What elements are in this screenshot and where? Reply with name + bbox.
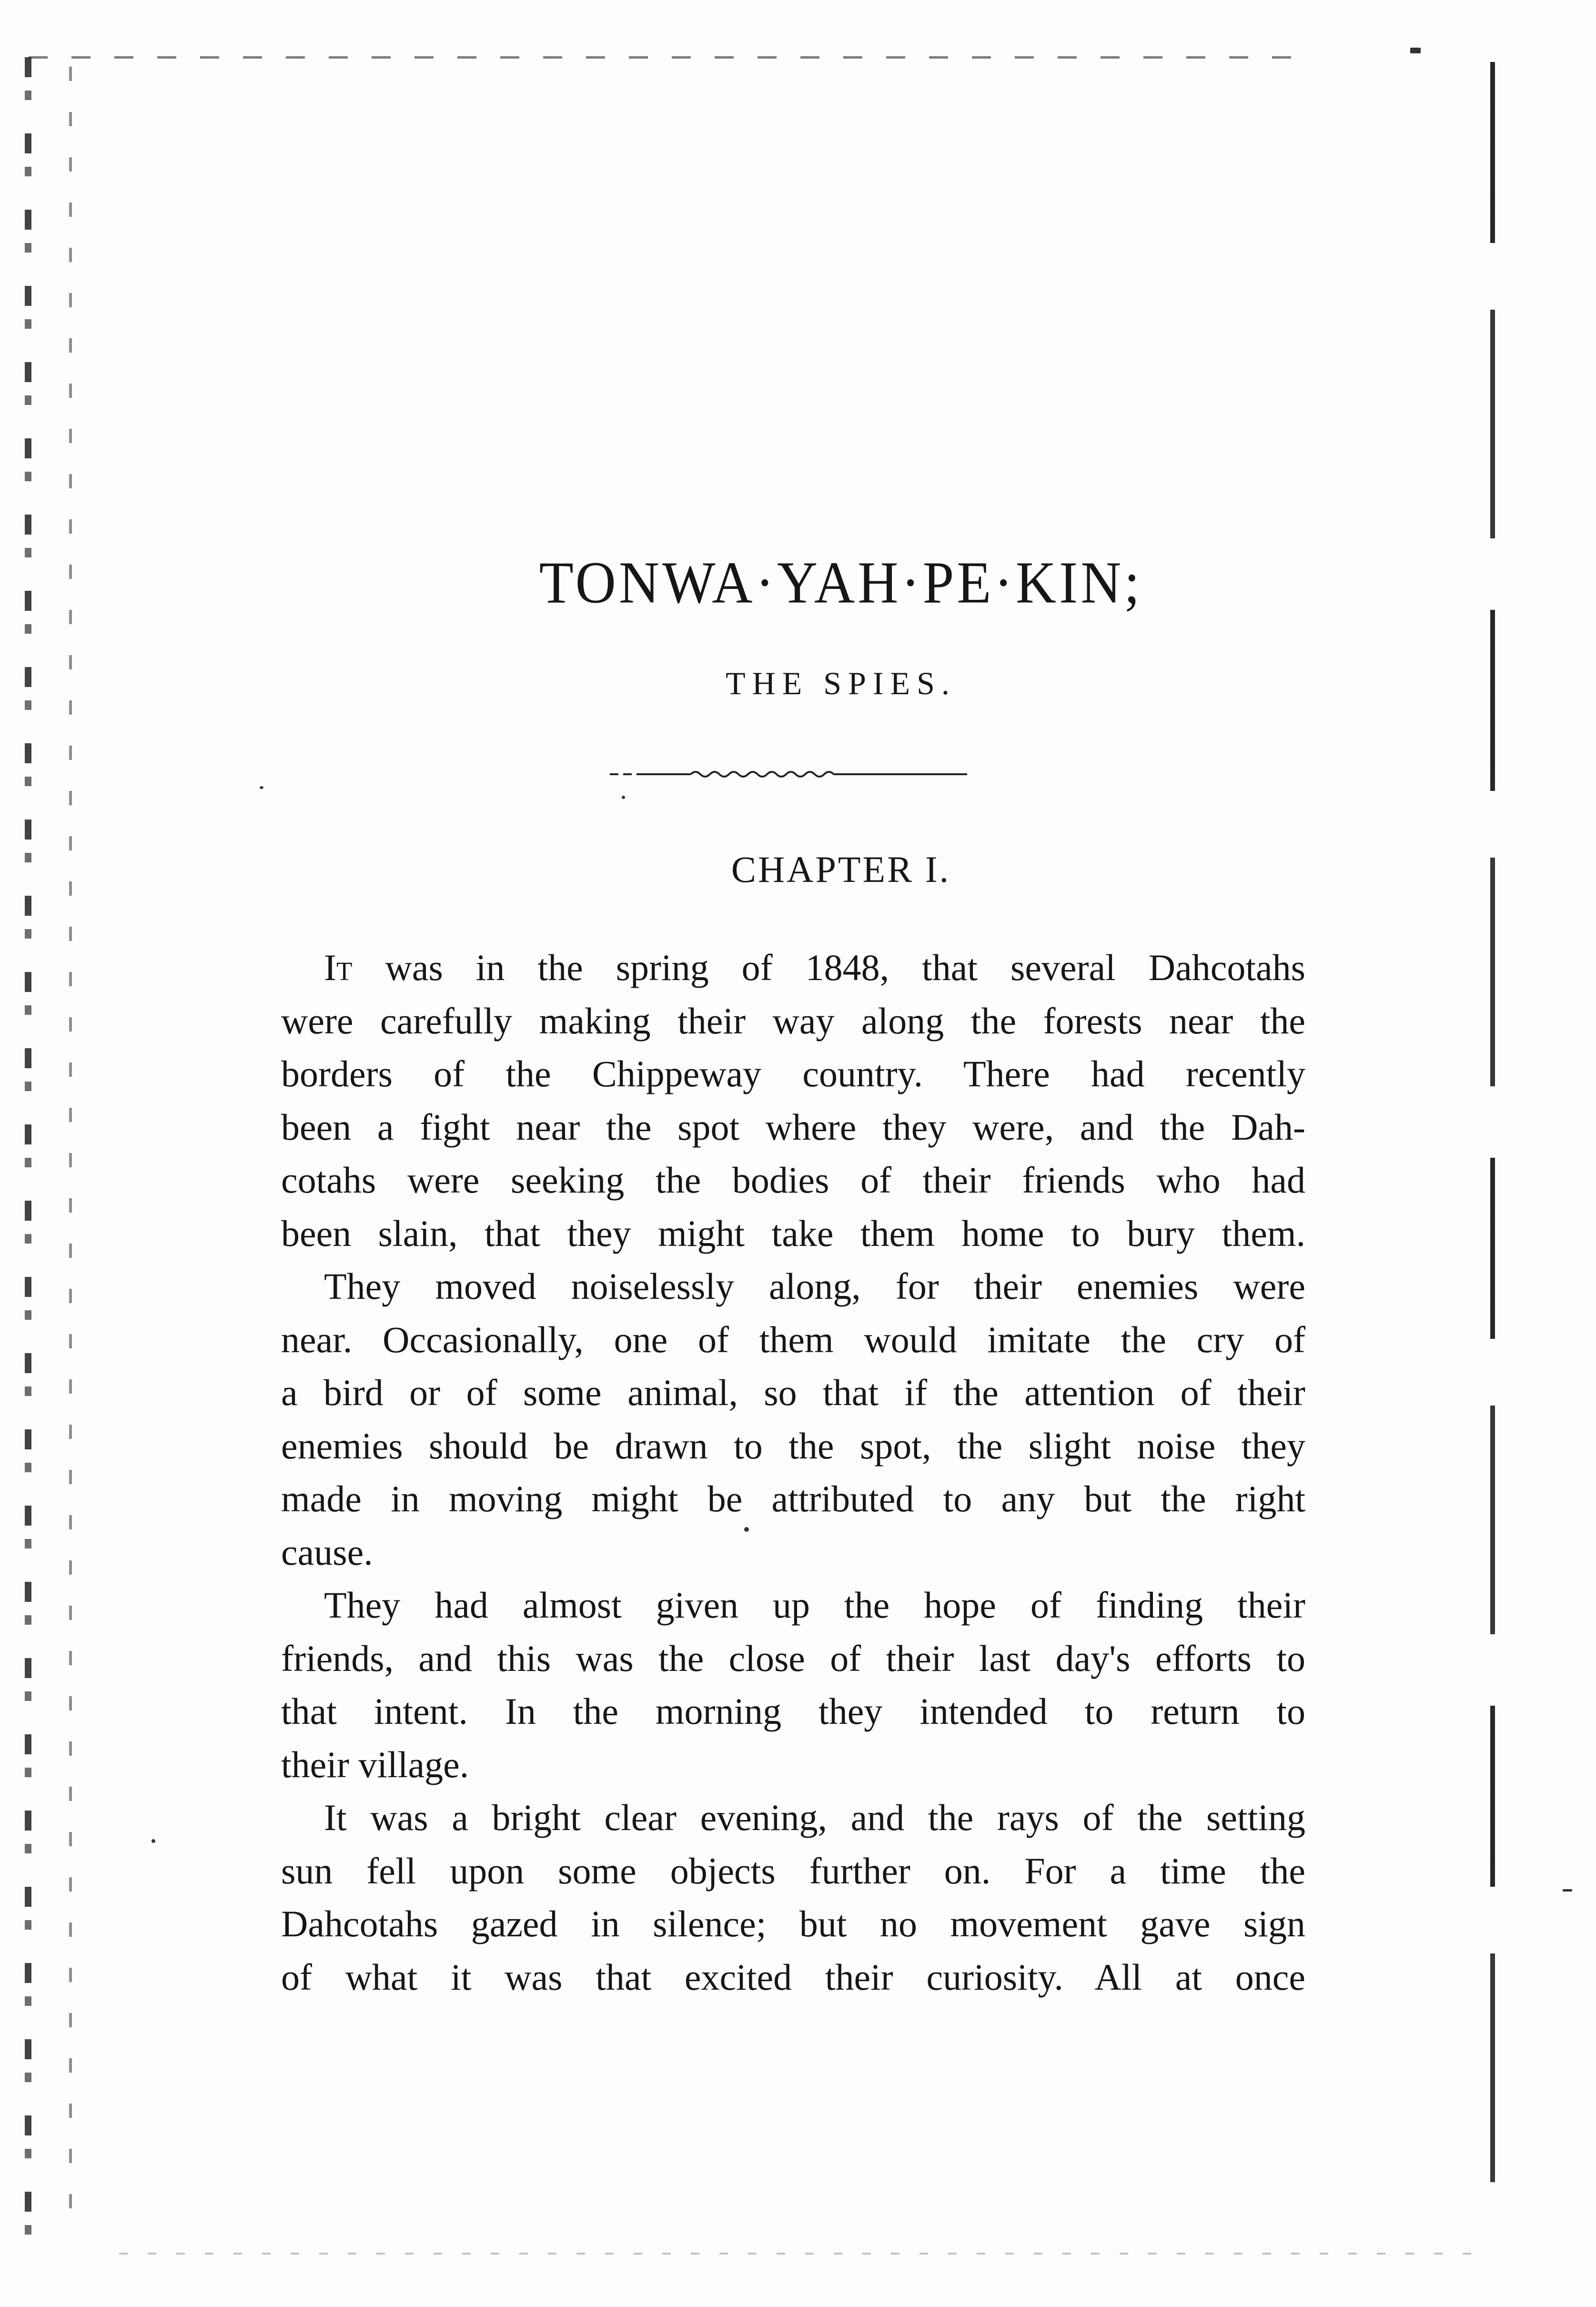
book-title: TONWA·YAH·PE·KIN;: [539, 549, 1143, 616]
scan-edge-bottom: [119, 2253, 1477, 2255]
text-line: Dahcotahs gazed in silence; but no movement gave sign: [281, 1903, 1305, 1944]
text-line: They moved noiselessly along, for their enemies were: [324, 1265, 1305, 1307]
text-line: borders of the Chippeway country. There had recently: [281, 1053, 1305, 1094]
scan-speck: [1563, 1889, 1572, 1892]
text-line: They had almost given up the hope of finding their: [324, 1584, 1305, 1626]
text-line: a bird or of some animal, so that if the attention of their: [281, 1372, 1305, 1413]
scan-speck: [744, 1527, 749, 1532]
paragraph-4: [281, 1791, 1305, 2003]
text-line: of what it was that excited their curiosity. All at once: [281, 1956, 1305, 1998]
text-line: enemies should be drawn to the spot, the slight noise they: [281, 1425, 1305, 1467]
text-line: cotahs were seeking the bodies of their friends who had: [281, 1159, 1305, 1201]
text-line: sun fell upon some objects further on. For a time the: [281, 1850, 1305, 1892]
scan-speck: [622, 796, 625, 799]
paragraph-3: [281, 1578, 1305, 1791]
paragraph-1: [281, 941, 1305, 1260]
chapter-heading: CHAPTER I.: [731, 849, 951, 890]
scan-speck: [1410, 48, 1421, 53]
scan-speck: [152, 1839, 155, 1843]
paragraph-2: [281, 1260, 1305, 1578]
text-line: their village.: [281, 1743, 469, 1785]
text-line: been slain, that they might take them home to bury them.: [281, 1212, 1305, 1254]
text-line: It was a bright clear evening, and the rays of the setting: [324, 1797, 1305, 1838]
scan-edge-left-inner: [69, 67, 72, 2211]
scan-edge-left: [25, 57, 31, 2249]
text-line: made in moving might be attributed to any but the right: [281, 1478, 1305, 1519]
scan-edge-right: [1490, 62, 1495, 2230]
book-subtitle: THE SPIES.: [726, 665, 956, 701]
drop-word: It: [324, 947, 353, 988]
wavy-divider-ornament: [610, 765, 967, 784]
chapter-body: [281, 941, 1305, 2003]
text-line: friends, and this was the close of their last day's efforts to: [281, 1637, 1305, 1679]
text-line: near. Occasionally, one of them would imitate the cry of: [281, 1318, 1305, 1360]
text-line: [281, 941, 1305, 994]
text-line: cause.: [281, 1531, 373, 1573]
text-line-content: was in the spring of 1848, that several Dahcotahs: [385, 947, 1305, 988]
text-line: been a fight near the spot where they were, and the Dah-: [281, 1106, 1305, 1148]
scan-edge-top: [29, 56, 1315, 59]
scan-speck: [260, 786, 263, 789]
text-line: that intent. In the morning they intended to return to: [281, 1690, 1305, 1732]
text-line: were carefully making their way along the forests near the: [281, 1000, 1305, 1042]
